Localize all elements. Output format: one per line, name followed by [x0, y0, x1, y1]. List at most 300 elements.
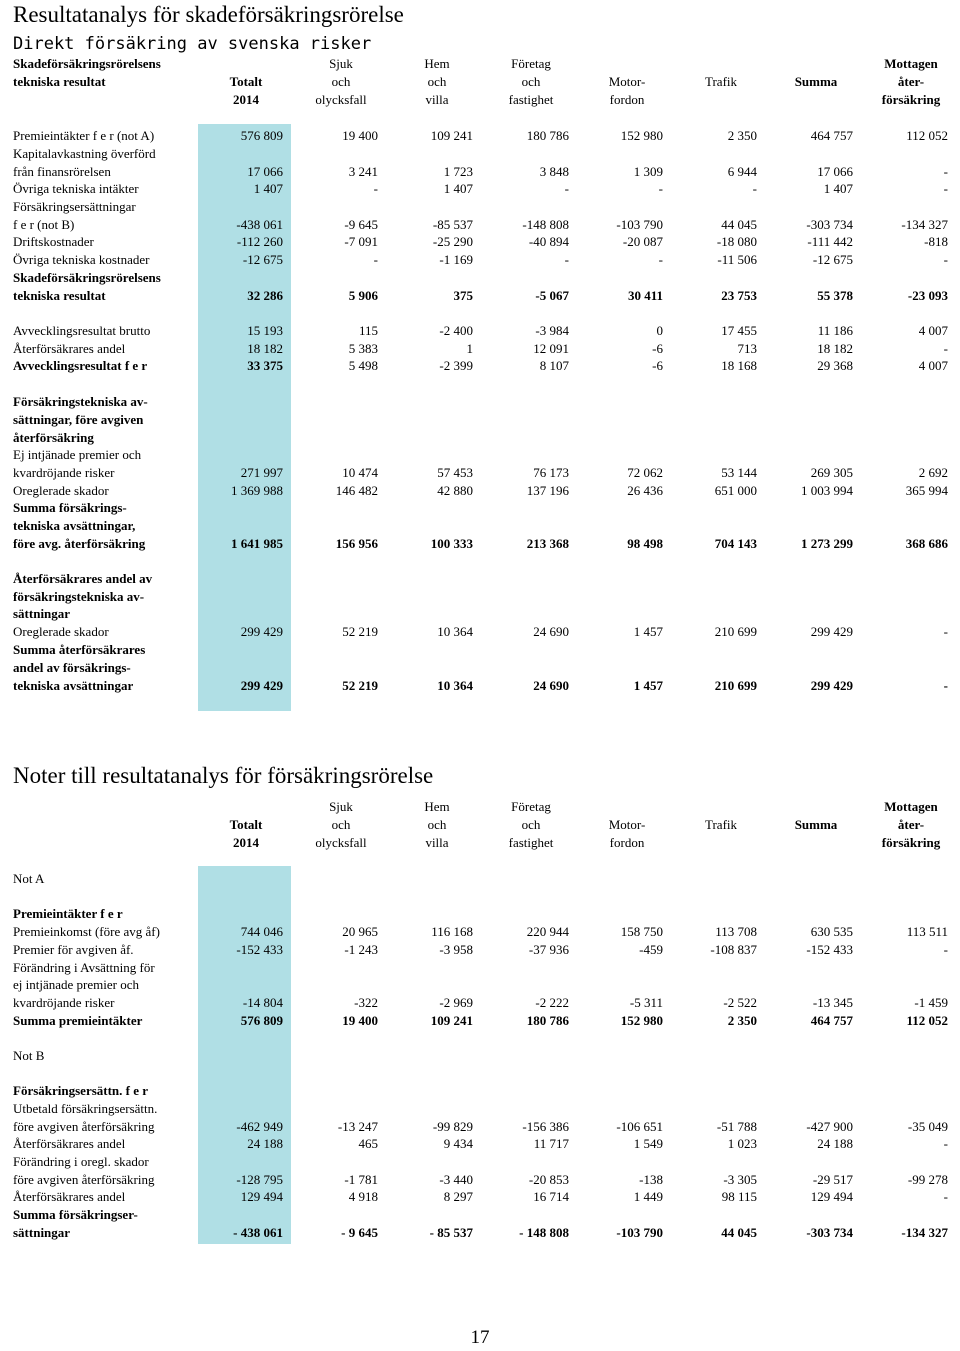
row-value: -112 260 — [236, 234, 283, 249]
row-label: Summa försäkringser- — [13, 1207, 138, 1222]
row-value: 6 944 — [727, 164, 757, 179]
row-value: -148 808 — [522, 217, 569, 232]
row-value: -2 222 — [535, 995, 569, 1010]
table-row — [0, 288, 960, 304]
row-value: 375 — [453, 288, 473, 303]
header-cell: och — [521, 74, 541, 89]
row-value: 17 455 — [721, 323, 757, 338]
row-label: Premieintäkter f e r — [13, 906, 123, 921]
row-value: - — [943, 252, 948, 267]
row-value: 44 045 — [721, 217, 757, 232]
header-cell: olycksfall — [315, 92, 367, 107]
table-row — [0, 358, 960, 374]
row-value: -2 969 — [439, 995, 473, 1010]
row-value: 713 — [737, 341, 757, 356]
row-value: 1 641 985 — [231, 536, 283, 551]
row-value: -5 067 — [535, 288, 569, 303]
row-value: -51 788 — [716, 1119, 757, 1134]
row-label: Avvecklingsresultat f e r — [13, 358, 148, 373]
row-value: -103 790 — [616, 217, 663, 232]
row-value: - 148 808 — [519, 1225, 569, 1240]
row-value: 9 434 — [443, 1136, 473, 1151]
header-cell: åter- — [897, 74, 925, 89]
row-value: 20 965 — [342, 924, 378, 939]
table-row — [0, 589, 960, 605]
row-value: 1 723 — [443, 164, 473, 179]
table-row — [0, 1154, 960, 1170]
row-value: 213 368 — [526, 536, 569, 551]
row-value: 44 045 — [721, 1225, 757, 1240]
row-value: - — [564, 252, 569, 267]
header-cell: fordon — [609, 92, 645, 107]
table-row — [0, 1101, 960, 1117]
row-value: 210 699 — [714, 624, 757, 639]
row-value: 1 449 — [633, 1189, 663, 1204]
row-value: 464 757 — [810, 128, 853, 143]
row-value: -303 734 — [806, 217, 853, 232]
row-value: - 438 061 — [233, 1225, 283, 1240]
row-value: 299 429 — [240, 624, 283, 639]
row-value: -103 790 — [616, 1225, 663, 1240]
table-row — [0, 500, 960, 516]
row-value: 42 880 — [437, 483, 473, 498]
row-value: -5 311 — [629, 995, 663, 1010]
header-cell: Trafik — [704, 74, 738, 89]
row-label: Återförsäkrares andel — [13, 1136, 126, 1151]
row-value: -108 837 — [710, 942, 757, 957]
row-value: -138 — [639, 1172, 663, 1187]
row-value: - — [943, 1136, 948, 1151]
header-cell: fastighet — [508, 835, 554, 850]
row-value: 30 411 — [627, 288, 663, 303]
table-row — [0, 252, 960, 268]
row-value: 19 400 — [342, 128, 378, 143]
row-value: 11 186 — [817, 323, 853, 338]
row-label: tekniska avsättningar, — [13, 518, 136, 533]
table-row — [0, 1013, 960, 1029]
table-row — [0, 234, 960, 250]
row-value: 29 368 — [817, 358, 853, 373]
header-cell: Motor- — [608, 74, 646, 89]
table-row — [0, 447, 960, 463]
row-value: 180 786 — [526, 1013, 569, 1028]
row-value: 137 196 — [526, 483, 569, 498]
row-value: -12 675 — [812, 252, 853, 267]
row-value: -11 506 — [717, 252, 757, 267]
header-cell: åter- — [897, 817, 925, 832]
row-label: Premieintäkter f e r (not A) — [13, 128, 155, 143]
row-value: - — [373, 252, 378, 267]
row-label: Försäkringsersättn. f e r — [13, 1083, 149, 1098]
row-value: - — [658, 181, 663, 196]
row-label: Summa premieintäkter — [13, 1013, 143, 1028]
row-value: -99 278 — [907, 1172, 948, 1187]
row-value: 24 188 — [247, 1136, 283, 1151]
table-row — [0, 199, 960, 215]
row-value: 651 000 — [714, 483, 757, 498]
row-value: -14 804 — [242, 995, 283, 1010]
row-label: från finansrörelsen — [13, 164, 111, 179]
table-row — [0, 571, 960, 587]
header-cell: Hem — [424, 799, 450, 814]
table-row — [0, 1225, 960, 1241]
row-value: 2 692 — [918, 465, 948, 480]
row-value: 24 690 — [533, 678, 569, 693]
row-value: -20 087 — [622, 234, 663, 249]
row-label: Oreglerade skador — [13, 624, 109, 639]
row-value: -322 — [354, 995, 378, 1010]
row-label: Avvecklingsresultat brutto — [13, 323, 151, 338]
row-value: 146 482 — [335, 483, 378, 498]
row-value: 365 994 — [905, 483, 948, 498]
table-row — [0, 146, 960, 162]
row-label: Not A — [13, 871, 45, 886]
row-label: kvardröjande risker — [13, 465, 115, 480]
header-cell: villa — [425, 835, 449, 850]
row-value: 744 046 — [240, 924, 283, 939]
row-value: - — [943, 181, 948, 196]
row-value: -3 958 — [439, 942, 473, 957]
row-value: -3 440 — [439, 1172, 473, 1187]
row-value: -128 795 — [236, 1172, 283, 1187]
row-label: Oreglerade skador — [13, 483, 109, 498]
row-label: sättningar — [13, 1225, 71, 1240]
row-value: 23 753 — [721, 288, 757, 303]
row-value: 112 052 — [906, 1013, 948, 1028]
row-value: 32 286 — [247, 288, 283, 303]
header-cell: Mottagen — [884, 799, 938, 814]
row-value: 152 980 — [620, 128, 663, 143]
row-value: 109 241 — [430, 128, 473, 143]
row-value: 0 — [656, 323, 663, 338]
row-value: 115 — [358, 323, 378, 338]
row-value: 4 007 — [918, 323, 948, 338]
row-value: 271 997 — [240, 465, 283, 480]
row-value: 158 750 — [620, 924, 663, 939]
table-row — [0, 128, 960, 144]
row-value: 17 066 — [247, 164, 283, 179]
row-value: 26 436 — [627, 483, 663, 498]
header-cell: Sjuk — [329, 56, 353, 71]
header-cell: Företag — [511, 799, 551, 814]
table-row — [0, 960, 960, 976]
row-value: 3 848 — [539, 164, 569, 179]
row-label: Skadeförsäkringsrörelsens — [13, 270, 161, 285]
header-cell: Totalt — [229, 817, 263, 832]
row-value: -1 169 — [439, 252, 473, 267]
row-value: 5 498 — [348, 358, 378, 373]
row-value: -3 305 — [723, 1172, 757, 1187]
row-label: före avg. återförsäkring — [13, 536, 146, 551]
row-value: 4 007 — [918, 358, 948, 373]
table-row — [0, 642, 960, 658]
table-row — [0, 924, 960, 940]
row-value: -37 936 — [528, 942, 569, 957]
row-label: tekniska avsättningar — [13, 678, 134, 693]
row-value: - — [943, 164, 948, 179]
row-value: 8 107 — [539, 358, 569, 373]
row-label: Återförsäkrares andel — [13, 1189, 126, 1204]
row-value: 8 297 — [443, 1189, 473, 1204]
row-value: -152 433 — [806, 942, 853, 957]
row-value: 100 333 — [430, 536, 473, 551]
table-row — [0, 977, 960, 993]
row-value: 33 375 — [247, 358, 283, 373]
row-value: 98 115 — [721, 1189, 757, 1204]
row-value: -2 522 — [723, 995, 757, 1010]
row-value: 129 494 — [810, 1189, 853, 1204]
row-value: 53 144 — [721, 465, 757, 480]
table-row — [0, 1119, 960, 1135]
row-value: - — [943, 341, 948, 356]
row-value: 152 980 — [620, 1013, 663, 1028]
row-label: Förändring i oregl. skador — [13, 1154, 149, 1169]
row-value: -85 537 — [432, 217, 473, 232]
table-row — [0, 483, 960, 499]
row-value: - — [943, 678, 948, 693]
row-value: 630 535 — [810, 924, 853, 939]
row-value: -9 645 — [344, 217, 378, 232]
row-label: Utbetald försäkringsersättn. — [13, 1101, 158, 1116]
header-cell: Mottagen — [884, 56, 938, 71]
row-value: 109 241 — [430, 1013, 473, 1028]
row-value: 704 143 — [714, 536, 757, 551]
row-value: 18 182 — [247, 341, 283, 356]
row-value: -438 061 — [236, 217, 283, 232]
row-value: 11 717 — [533, 1136, 569, 1151]
row-label: Förändring i Avsättning för — [13, 960, 155, 975]
row-value: 1 273 299 — [801, 536, 853, 551]
header-cell: villa — [425, 92, 449, 107]
row-value: 1 457 — [633, 678, 663, 693]
row-value: -18 080 — [716, 234, 757, 249]
row-value: - — [752, 181, 757, 196]
row-label: Övriga tekniska kostnader — [13, 252, 150, 267]
table-row — [0, 465, 960, 481]
row-value: 116 168 — [431, 924, 473, 939]
table-row — [0, 1172, 960, 1188]
header-cell: Totalt — [229, 74, 263, 89]
page-subtitle: Direkt försäkring av svenska risker — [13, 34, 372, 54]
table-row — [0, 1048, 960, 1064]
row-value: - 85 537 — [429, 1225, 473, 1240]
table-row — [0, 341, 960, 357]
row-value: 3 241 — [348, 164, 378, 179]
table-row — [0, 1207, 960, 1223]
row-value: 55 378 — [817, 288, 853, 303]
header-cell: och — [427, 817, 447, 832]
row-label: Försäkringstekniska av- — [13, 394, 148, 409]
header-cell: Summa — [794, 817, 838, 832]
row-value: -134 327 — [901, 1225, 948, 1240]
row-value: 576 809 — [240, 1013, 283, 1028]
row-value: -2 400 — [439, 323, 473, 338]
table-row — [0, 217, 960, 233]
notes-title: Noter till resultatanalys för försäkringsrörelse — [13, 763, 434, 788]
row-value: -1 781 — [344, 1172, 378, 1187]
row-value: 1 003 994 — [801, 483, 853, 498]
row-value: -1 459 — [914, 995, 948, 1010]
row-value: 24 188 — [817, 1136, 853, 1151]
row-value: -134 327 — [901, 217, 948, 232]
row-value: 17 066 — [817, 164, 853, 179]
row-value: -3 984 — [535, 323, 569, 338]
row-value: -25 290 — [432, 234, 473, 249]
row-value: 57 453 — [437, 465, 473, 480]
row-value: 113 708 — [715, 924, 757, 939]
header-label-line1: Skadeförsäkringsrörelsens — [13, 56, 161, 71]
row-value: 2 350 — [727, 1013, 757, 1028]
row-label: Ej intjänade premier och — [13, 447, 142, 462]
header-cell: Företag — [511, 56, 551, 71]
row-label: kvardröjande risker — [13, 995, 115, 1010]
row-value: 76 173 — [533, 465, 569, 480]
row-value: 1 407 — [253, 181, 283, 196]
row-value: 16 714 — [533, 1189, 569, 1204]
header-cell: 2014 — [233, 92, 259, 107]
row-value: 368 686 — [905, 536, 948, 551]
row-value: 5 906 — [348, 288, 378, 303]
row-value: -106 651 — [616, 1119, 663, 1134]
row-label: Återförsäkrares andel — [13, 341, 126, 356]
header-label-line2: tekniska resultat — [13, 74, 106, 89]
header-cell: och — [331, 817, 351, 832]
header-cell: försäkring — [881, 835, 941, 850]
header-cell: olycksfall — [315, 835, 367, 850]
row-value: -35 049 — [907, 1119, 948, 1134]
row-label: Premier för avgiven åf. — [13, 942, 134, 957]
row-value: 24 690 — [533, 624, 569, 639]
row-value: 113 511 — [906, 924, 948, 939]
row-value: 18 168 — [721, 358, 757, 373]
header-cell: och — [331, 74, 351, 89]
row-label: Återförsäkrares andel av — [13, 571, 153, 586]
row-label: Övriga tekniska intäkter — [13, 181, 139, 196]
row-value: - — [943, 624, 948, 639]
row-value: -6 — [652, 358, 663, 373]
row-value: 112 052 — [906, 128, 948, 143]
row-value: 220 944 — [526, 924, 569, 939]
row-label: före avgiven återförsäkring — [13, 1119, 155, 1134]
row-value: - 9 645 — [341, 1225, 378, 1240]
header-cell: Hem — [424, 56, 450, 71]
table-row — [0, 871, 960, 887]
row-value: -20 853 — [528, 1172, 569, 1187]
table-row — [0, 906, 960, 922]
table-row — [0, 181, 960, 197]
row-value: -13 247 — [337, 1119, 378, 1134]
row-value: 98 498 — [627, 536, 663, 551]
table-row — [0, 164, 960, 180]
row-label: sättningar, före avgiven — [13, 412, 144, 427]
table-row — [0, 624, 960, 640]
row-value: 1 549 — [633, 1136, 663, 1151]
row-value: 299 429 — [240, 678, 283, 693]
row-value: 10 474 — [342, 465, 378, 480]
row-value: -152 433 — [236, 942, 283, 957]
row-value: -156 386 — [522, 1119, 569, 1134]
table-row — [0, 1189, 960, 1205]
row-value: 1 407 — [823, 181, 853, 196]
row-value: 576 809 — [240, 128, 283, 143]
row-value: 156 956 — [335, 536, 378, 551]
row-value: -7 091 — [344, 234, 378, 249]
row-value: -459 — [639, 942, 663, 957]
row-label: Driftskostnader — [13, 234, 94, 249]
row-value: -111 442 — [807, 234, 853, 249]
table-row — [0, 606, 960, 622]
row-value: -818 — [924, 234, 948, 249]
row-value: 19 400 — [342, 1013, 378, 1028]
row-value: -23 093 — [907, 288, 948, 303]
page-title: Resultatanalys för skadeförsäkringsrörelse — [13, 2, 404, 27]
row-label: Premieinkomst (före avg åf) — [13, 924, 160, 939]
row-value: 465 — [358, 1136, 378, 1151]
table-row — [0, 995, 960, 1011]
row-value: 464 757 — [810, 1013, 853, 1028]
row-value: -99 829 — [432, 1119, 473, 1134]
table-row — [0, 430, 960, 446]
row-label: tekniska resultat — [13, 288, 106, 303]
table-row — [0, 678, 960, 694]
row-value: -462 949 — [236, 1119, 283, 1134]
table-row — [0, 660, 960, 676]
row-value: -29 517 — [812, 1172, 853, 1187]
table-row — [0, 394, 960, 410]
row-label: återförsäkring — [13, 430, 94, 445]
table-row — [0, 1136, 960, 1152]
row-value: 52 219 — [342, 624, 378, 639]
row-value: 299 429 — [810, 624, 853, 639]
row-label: andel av försäkrings- — [13, 660, 131, 675]
row-value: 18 182 — [817, 341, 853, 356]
table-row — [0, 518, 960, 534]
row-value: -303 734 — [806, 1225, 853, 1240]
row-label: Försäkringsersättningar — [13, 199, 136, 214]
header-cell: fordon — [609, 835, 645, 850]
row-value: 129 494 — [240, 1189, 283, 1204]
header-cell: Motor- — [608, 817, 646, 832]
row-label: ej intjänade premier och — [13, 977, 139, 992]
row-value: 180 786 — [526, 128, 569, 143]
row-value: -6 — [652, 341, 663, 356]
table-row — [0, 412, 960, 428]
row-value: 12 091 — [533, 341, 569, 356]
row-value: -1 243 — [344, 942, 378, 957]
row-value: - — [943, 1189, 948, 1204]
row-label: Kapitalavkastning överförd — [13, 146, 156, 161]
table-row — [0, 270, 960, 286]
header-cell: Sjuk — [329, 799, 353, 814]
row-value: 2 350 — [727, 128, 757, 143]
row-value: 52 219 — [342, 678, 378, 693]
header-cell: Trafik — [704, 817, 738, 832]
header-cell: försäkring — [881, 92, 941, 107]
row-value: 5 383 — [348, 341, 378, 356]
row-label: Summa återförsäkrares — [13, 642, 146, 657]
row-value: 269 305 — [810, 465, 853, 480]
row-value: 1 407 — [443, 181, 473, 196]
row-value: 1 023 — [727, 1136, 757, 1151]
row-value: -12 675 — [242, 252, 283, 267]
row-value: 4 918 — [348, 1189, 378, 1204]
row-label: sättningar — [13, 606, 71, 621]
row-value: 1 309 — [633, 164, 663, 179]
row-value: 15 193 — [247, 323, 283, 338]
row-value: 72 062 — [627, 465, 663, 480]
page-number: 17 — [470, 1327, 490, 1348]
row-value: - — [373, 181, 378, 196]
